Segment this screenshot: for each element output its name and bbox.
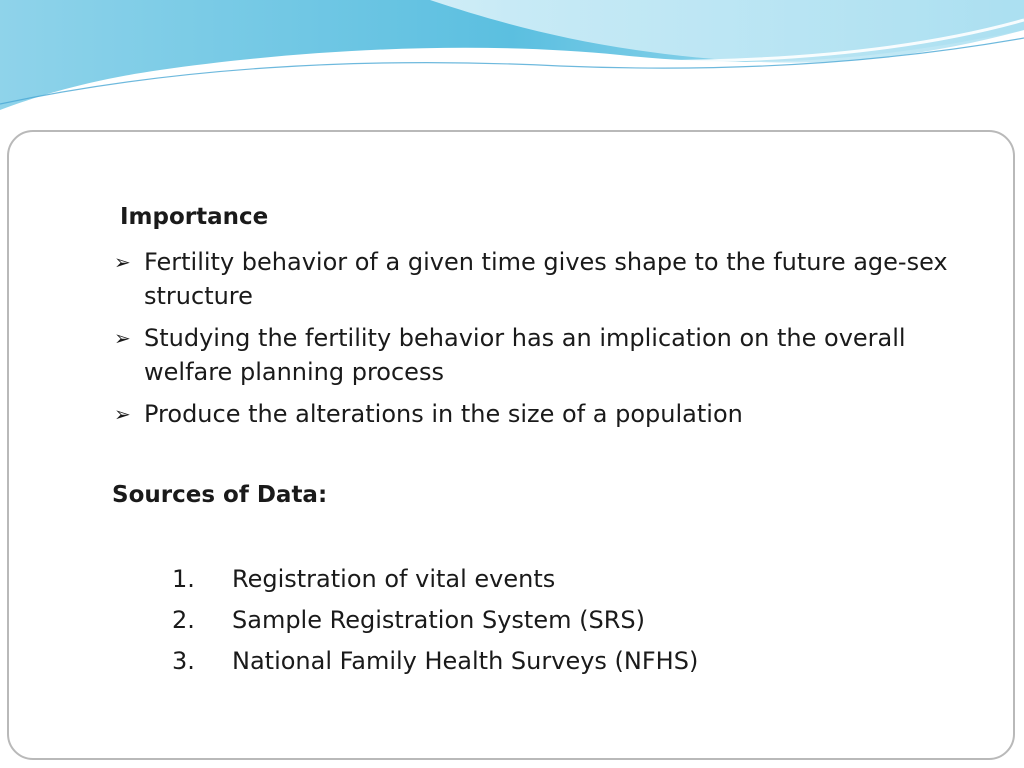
sources-numbered-list <box>172 562 698 685</box>
bullet-text: Studying the fertility behavior has an implication on the overall welfare planning process <box>144 324 906 386</box>
list-item <box>172 603 698 644</box>
item-text: Registration of vital events <box>232 565 556 593</box>
item-number: 3. <box>172 647 195 675</box>
importance-heading: Importance <box>120 204 269 230</box>
arrow-bullet-icon: ➢ <box>114 326 131 350</box>
item-number: 1. <box>172 565 195 593</box>
list-item <box>110 397 970 431</box>
list-item <box>172 562 698 603</box>
sources-heading: Sources of Data: <box>112 482 328 508</box>
list-item <box>110 245 970 313</box>
bullet-text: Produce the alterations in the size of a population <box>144 400 743 428</box>
arrow-bullet-icon: ➢ <box>114 402 131 426</box>
list-item <box>110 321 970 389</box>
bullet-text: Fertility behavior of a given time gives shape to the future age-sex structure <box>144 248 948 310</box>
importance-bullet-list <box>110 245 970 439</box>
item-text: National Family Health Surveys (NFHS) <box>232 647 699 675</box>
decorative-wave-banner <box>0 0 1024 120</box>
arrow-bullet-icon: ➢ <box>114 250 131 274</box>
item-number: 2. <box>172 606 195 634</box>
item-text: Sample Registration System (SRS) <box>232 606 645 634</box>
list-item <box>172 644 698 685</box>
